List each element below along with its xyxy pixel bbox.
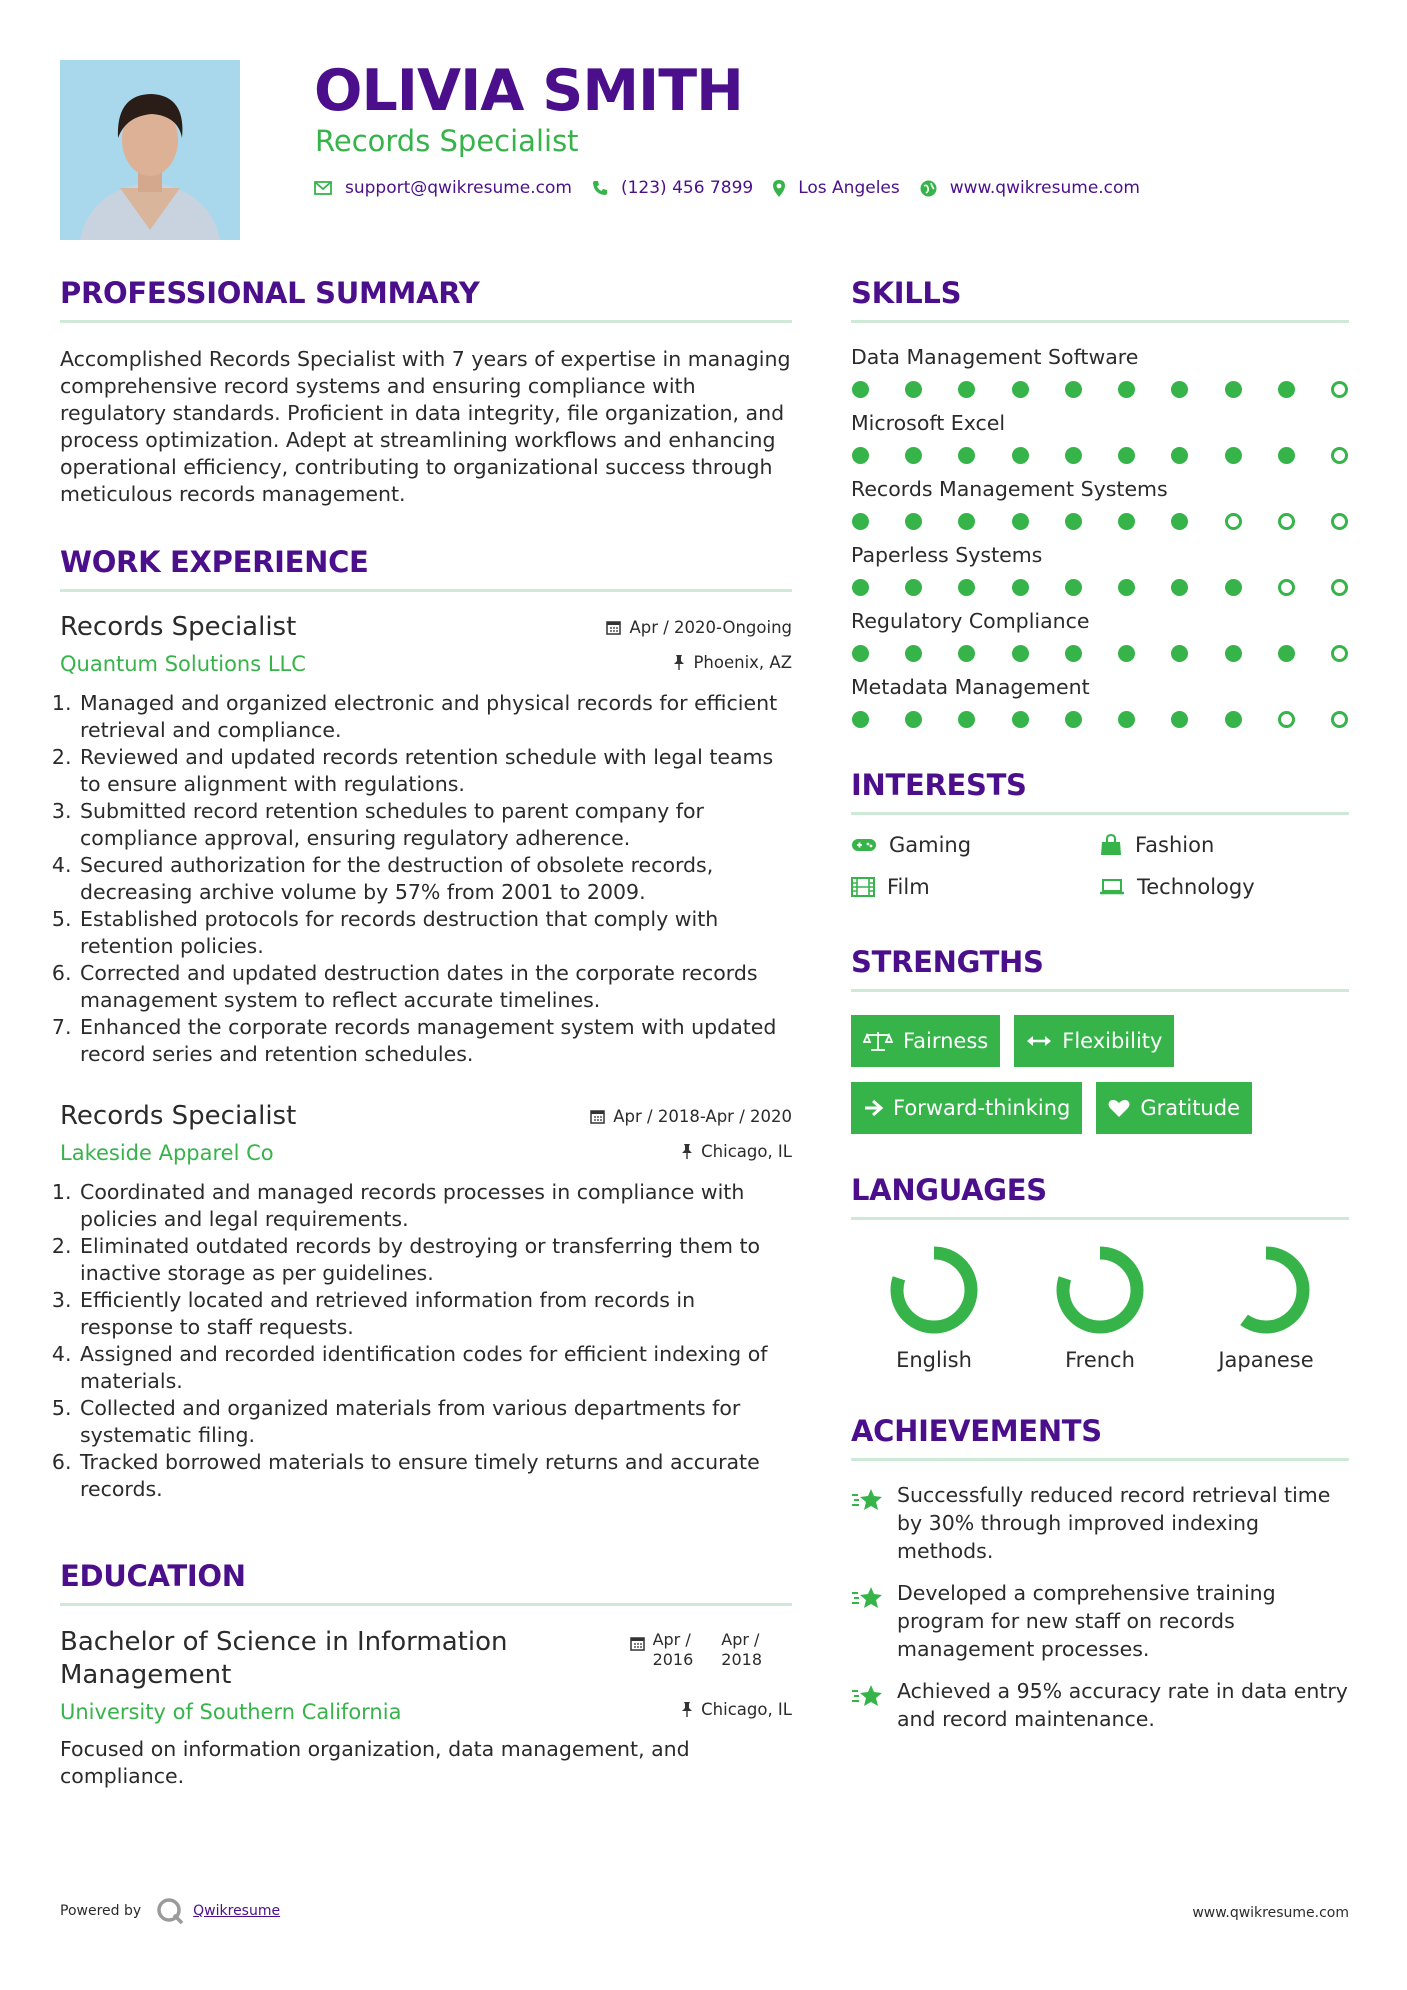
language-level-ring	[1052, 1242, 1148, 1338]
calendar-icon	[630, 1636, 645, 1651]
interest-label: Gaming	[889, 833, 972, 857]
job-duties	[60, 690, 792, 1068]
skill-dot-filled	[958, 645, 975, 662]
list-item: 2. Eliminated outdated records by destroying or transferring them to inactive storage as per guidelines.	[78, 1233, 792, 1287]
skill-dot-filled	[958, 711, 975, 728]
start-month: Apr /	[652, 1630, 691, 1649]
arrow-right-icon	[863, 1099, 883, 1117]
language-item	[1017, 1242, 1183, 1372]
skill-dot-filled	[1118, 381, 1135, 398]
skill-dot-filled	[1012, 711, 1029, 728]
start-year: 2016	[652, 1650, 694, 1669]
skill-dot-filled	[958, 579, 975, 596]
job-title: Records Specialist	[60, 612, 297, 642]
skill-name: Data Management Software	[851, 345, 1139, 369]
job-location	[681, 1142, 792, 1161]
skill-rating	[851, 645, 1349, 662]
skill-dot-empty	[1278, 513, 1295, 530]
candidate-role: Records Specialist	[315, 124, 579, 158]
skill-rating	[851, 711, 1349, 728]
skill-rating	[851, 447, 1349, 464]
map-marker-icon	[773, 180, 785, 197]
candidate-name: OLIVIA SMITH	[314, 58, 743, 124]
heart-icon	[1108, 1098, 1130, 1118]
skills-list	[851, 344, 1349, 728]
skill-dot-filled	[1171, 381, 1188, 398]
skill-dot-filled	[958, 381, 975, 398]
skill-dot-filled	[1065, 381, 1082, 398]
skill-rating	[851, 513, 1349, 530]
shooting-star-icon	[851, 1487, 885, 1513]
interest-label: Technology	[1137, 875, 1255, 899]
list-item: 1. Managed and organized electronic and physical records for efficient retrieval and compliance.	[78, 690, 792, 744]
strengths-heading: STRENGTHS	[851, 945, 1349, 992]
skill-dot-filled	[1118, 711, 1135, 728]
skill-dot-filled	[905, 711, 922, 728]
job-date	[606, 618, 792, 637]
job-location	[673, 653, 792, 672]
website-text: www.qwikresume.com	[949, 178, 1140, 198]
language-level-ring	[886, 1242, 982, 1338]
job-entry	[60, 612, 792, 1068]
skill-dot-filled	[958, 447, 975, 464]
skill-dot-filled	[1065, 711, 1082, 728]
end-date	[721, 1630, 762, 1670]
list-item: 2. Reviewed and updated records retention schedule with legal teams to ensure alignment with regulations.	[78, 744, 792, 798]
skill-dot-filled	[1225, 711, 1242, 728]
strength-tag	[1096, 1082, 1252, 1134]
skill-dot-filled	[1118, 513, 1135, 530]
achievement-text: Successfully reduced record retrieval time by 30% through improved indexing methods.	[897, 1483, 1331, 1563]
gamepad-icon	[851, 836, 877, 854]
skill-dot-filled	[1225, 447, 1242, 464]
interest-item	[1099, 875, 1347, 899]
shooting-star-icon	[851, 1683, 885, 1709]
job-company: Quantum Solutions LLC	[60, 652, 306, 676]
skill-dot-filled	[1065, 447, 1082, 464]
skill-dot-empty	[1278, 579, 1295, 596]
strength-label: Forward-thinking	[893, 1096, 1071, 1120]
skill-dot-filled	[1225, 579, 1242, 596]
email-text: support@qwikresume.com	[345, 178, 572, 198]
end-year: 2018	[721, 1650, 762, 1669]
language-level-arc	[1063, 1253, 1137, 1327]
skill-name: Paperless Systems	[851, 543, 1043, 567]
person-photo-icon	[60, 60, 240, 240]
laptop-icon	[1099, 878, 1125, 896]
skill-dot-empty	[1225, 513, 1242, 530]
job-location-text: Chicago, IL	[701, 1142, 792, 1161]
pushpin-icon	[681, 1702, 693, 1717]
right-column	[851, 276, 1349, 1747]
strengths-list	[851, 1015, 1349, 1149]
skill-dot-filled	[1171, 513, 1188, 530]
skill-dot-filled	[1225, 645, 1242, 662]
skill-dot-filled	[1012, 513, 1029, 530]
balance-scale-icon	[863, 1030, 893, 1052]
education-heading: EDUCATION	[60, 1559, 792, 1606]
pushpin-icon	[681, 1144, 693, 1159]
strength-tag	[851, 1082, 1082, 1134]
interest-label: Film	[887, 875, 930, 899]
skill-dot-filled	[852, 579, 869, 596]
skill-dot-filled	[1278, 381, 1295, 398]
strength-label: Gratitude	[1140, 1096, 1240, 1120]
footer-powered-by	[60, 1896, 280, 1926]
contact-bar	[314, 178, 1160, 198]
job-location-text: Phoenix, AZ	[693, 653, 792, 672]
list-item: 3. Efficiently located and retrieved information from records in response to staff requests.	[78, 1287, 792, 1341]
skill-item	[851, 608, 1349, 662]
language-level-arc	[897, 1253, 971, 1327]
skill-dot-empty	[1278, 711, 1295, 728]
achievement-text: Developed a comprehensive training program for new staff on records management processes.	[897, 1581, 1276, 1661]
skill-dot-filled	[1118, 645, 1135, 662]
skill-dot-filled	[852, 381, 869, 398]
skill-item	[851, 542, 1349, 596]
language-item	[851, 1242, 1017, 1372]
skills-heading: SKILLS	[851, 276, 1349, 323]
list-item: 6. Tracked borrowed materials to ensure timely returns and accurate records.	[78, 1449, 792, 1503]
skill-dot-filled	[1065, 579, 1082, 596]
skill-dot-filled	[852, 447, 869, 464]
skill-dot-filled	[1012, 447, 1029, 464]
list-item: 4. Secured authorization for the destruction of obsolete records, decreasing archive volume by 57% from 2001 to 2009.	[78, 852, 792, 906]
achievement-text: Achieved a 95% accuracy rate in data entry and record maintenance.	[897, 1679, 1348, 1731]
qwikresume-logo-icon	[155, 1896, 185, 1926]
achievements-heading: ACHIEVEMENTS	[851, 1414, 1349, 1461]
job-company: Lakeside Apparel Co	[60, 1141, 274, 1165]
skill-dot-filled	[1171, 447, 1188, 464]
language-level-ring	[1218, 1242, 1314, 1338]
languages-list	[851, 1242, 1349, 1372]
shooting-star-icon	[851, 1585, 885, 1611]
skill-dot-filled	[1278, 645, 1295, 662]
footer-website[interactable]: www.qwikresume.com	[1192, 1905, 1349, 1921]
list-item: 1. Coordinated and managed records processes in compliance with policies and legal requirements.	[78, 1179, 792, 1233]
skill-name: Metadata Management	[851, 675, 1090, 699]
job-duties	[60, 1179, 792, 1503]
skill-dot-empty	[1331, 513, 1348, 530]
education-date	[630, 1630, 762, 1670]
strength-label: Fairness	[903, 1029, 989, 1053]
shopping-bag-icon	[1099, 834, 1123, 856]
language-name: English	[896, 1348, 972, 1372]
skill-name: Regulatory Compliance	[851, 609, 1090, 633]
interests-list	[851, 833, 1349, 899]
skill-dot-filled	[1171, 645, 1188, 662]
job-date-text: Apr / 2018-Apr / 2020	[613, 1107, 792, 1126]
language-item	[1183, 1242, 1349, 1372]
achievements-list	[851, 1481, 1349, 1733]
calendar-icon	[590, 1109, 605, 1124]
skill-dot-filled	[905, 447, 922, 464]
skill-dot-filled	[1225, 381, 1242, 398]
skill-dot-filled	[852, 645, 869, 662]
arrows-horizontal-icon	[1026, 1034, 1052, 1048]
achievement-item	[851, 1677, 1349, 1733]
list-item: 4. Assigned and recorded identification codes for efficient indexing of materials.	[78, 1341, 792, 1395]
skill-dot-filled	[905, 645, 922, 662]
school-name: University of Southern California	[60, 1700, 402, 1724]
language-name: French	[1065, 1348, 1135, 1372]
education-entry	[60, 1626, 792, 1790]
skill-dot-empty	[1331, 447, 1348, 464]
skill-name: Records Management Systems	[851, 477, 1168, 501]
summary-text: Accomplished Records Specialist with 7 years of expertise in managing comprehensive record systems and ensuring compliance with regulatory standards. Proficient in data integrity, file organization, and process optimization. Adept at streamlining workflows and enhancing operational efficiency, contributing to organizational success through meticulous records management.	[60, 347, 791, 506]
job-entry	[60, 1101, 792, 1503]
degree-title: Bachelor of Science in Information Management	[60, 1627, 508, 1690]
job-date	[590, 1107, 792, 1126]
skill-dot-empty	[1331, 711, 1348, 728]
end-month: Apr /	[721, 1630, 760, 1649]
list-item: 3. Submitted record retention schedules to parent company for compliance approval, ensuring regulatory adherence.	[78, 798, 792, 852]
globe-icon	[920, 180, 937, 197]
education-description: Focused on information organization, data management, and compliance.	[60, 1737, 690, 1788]
skill-dot-empty	[1331, 645, 1348, 662]
interest-item	[1099, 833, 1347, 857]
list-item: 6. Corrected and updated destruction dates in the corporate records management system to reflect accurate timelines.	[78, 960, 792, 1014]
languages-heading: LANGUAGES	[851, 1173, 1349, 1220]
pushpin-icon	[673, 655, 685, 670]
list-item: 7. Enhanced the corporate records management system with updated record series and retention schedules.	[78, 1014, 792, 1068]
list-item: 5. Established protocols for records destruction that comply with retention policies.	[78, 906, 792, 960]
skill-name: Microsoft Excel	[851, 411, 1006, 435]
skill-dot-filled	[1171, 579, 1188, 596]
interests-heading: INTERESTS	[851, 768, 1349, 815]
skill-item	[851, 410, 1349, 464]
strength-tag	[851, 1015, 1000, 1067]
education-location	[681, 1700, 792, 1719]
language-level-arc	[1229, 1253, 1303, 1327]
location-text: Los Angeles	[798, 178, 900, 198]
skill-dot-filled	[1012, 579, 1029, 596]
film-icon	[851, 877, 875, 897]
list-item: 5. Collected and organized materials from various departments for systematic filing.	[78, 1395, 792, 1449]
summary-heading: PROFESSIONAL SUMMARY	[60, 276, 792, 323]
skill-item	[851, 344, 1349, 398]
strength-tag	[1014, 1015, 1174, 1067]
contact-website[interactable]	[920, 178, 1140, 198]
strength-label: Flexibility	[1062, 1029, 1163, 1053]
skill-dot-filled	[1065, 645, 1082, 662]
contact-phone[interactable]	[592, 178, 753, 198]
skill-dot-filled	[1278, 447, 1295, 464]
envelope-icon	[314, 181, 332, 195]
skill-dot-filled	[1012, 645, 1029, 662]
job-date-text: Apr / 2020-Ongoing	[629, 618, 792, 637]
education-location-text: Chicago, IL	[701, 1700, 792, 1719]
contact-email[interactable]	[314, 178, 572, 198]
interest-item	[851, 875, 1099, 899]
calendar-icon	[606, 620, 621, 635]
interest-label: Fashion	[1135, 833, 1215, 857]
left-column	[60, 276, 792, 1790]
skill-dot-filled	[1171, 711, 1188, 728]
skill-dot-filled	[905, 381, 922, 398]
interest-item	[851, 833, 1099, 857]
skill-dot-filled	[905, 513, 922, 530]
start-date	[653, 1630, 694, 1670]
skill-dot-filled	[1065, 513, 1082, 530]
language-name: Japanese	[1218, 1348, 1314, 1372]
contact-location	[773, 178, 900, 198]
work-heading: WORK EXPERIENCE	[60, 545, 792, 592]
skill-rating	[851, 579, 1349, 596]
skill-dot-empty	[1331, 381, 1348, 398]
skill-rating	[851, 381, 1349, 398]
skill-dot-filled	[852, 513, 869, 530]
skill-item	[851, 476, 1349, 530]
skill-dot-filled	[852, 711, 869, 728]
skill-dot-empty	[1331, 579, 1348, 596]
skill-item	[851, 674, 1349, 728]
achievement-item	[851, 1579, 1349, 1663]
achievement-item	[851, 1481, 1349, 1565]
skill-dot-filled	[958, 513, 975, 530]
footer-brand-link[interactable]: Qwikresume	[193, 1903, 281, 1919]
job-title: Records Specialist	[60, 1101, 297, 1131]
profile-photo	[60, 60, 240, 240]
skill-dot-filled	[1012, 381, 1029, 398]
skill-dot-filled	[905, 579, 922, 596]
phone-text: (123) 456 7899	[620, 178, 754, 198]
phone-icon	[592, 180, 608, 196]
skill-dot-filled	[1118, 447, 1135, 464]
skill-dot-filled	[1118, 579, 1135, 596]
powered-by-label: Powered by	[60, 1903, 142, 1919]
